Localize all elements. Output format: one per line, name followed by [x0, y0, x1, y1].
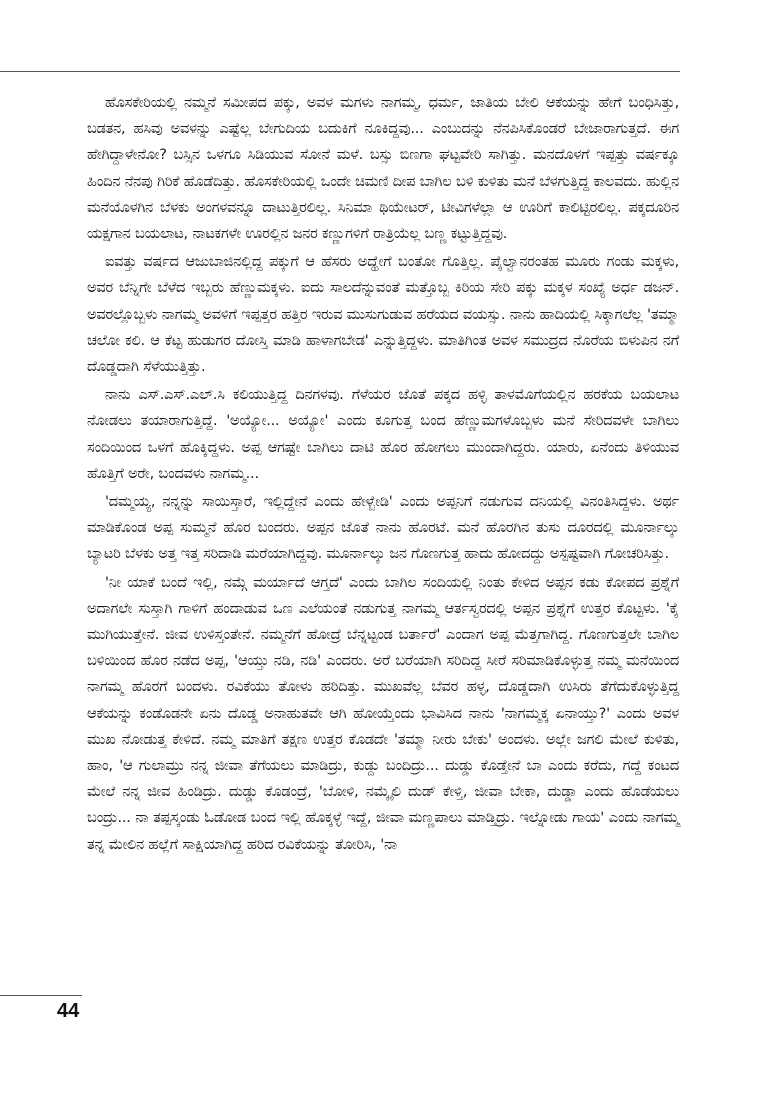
paragraph: 'ನೀ ಯಾಕೆ ಬಂದೆ ಇಲ್ಲಿ, ನಮ್ಗೆ ಮರ್ಯಾದೆ ಆಗ್ತದೆ' ಎಂದು ಬಾಗಿಲ ಸಂದಿಯಲ್ಲಿ ನಿಂತು ಕೇಳಿದ ಅಪ್ಪನ ಕಡು ಕೋಪದ ಪ್ರಶ್ನೆಗೆ ಅದಾಗಲೇ ಸುಸ್ತಾಗಿ ಗಾಳಿಗೆ ಹಂದಾಡುವ ಒಣ ಎಲೆಯಂತೆ ನಡುಗುತ್ತ ನಾಗಮ್ಮ ಆರ್ತಸ್ವರದಲ್ಲಿ ಅಪ್ಪನ ಪ್ರಶ್ನೆಗೆ ಉತ್ತರ ಕೊಟ್ಟಳು. 'ಕೈ ಮುಗಿಯುತ್ತೇನೆ. ಜೀವ ಉಳಿಸ್ತಂತೇನೆ. ನಮ್ಮನೆಗೆ ಹೋದ್ರೆ ಬೆನ್ನಟ್ಟಂಡ ಬರ್ತಾರೆ' ಎಂದಾಗ ಅಪ್ಪ ಮೆತ್ತಗಾಗಿದ್ದ. ಗೊಣಗುತ್ತಲೇ ಬಾಗಿಲ ಬಳಿಯಿಂದ ಹೊರ ನಡೆದ ಅಪ್ಪ, 'ಆಯ್ತು ನಡಿ, ನಡಿ' ಎಂದರು. ಅರೆ ಬರೆಯಾಗಿ ಸರಿದಿದ್ದ ಸೀರೆ ಸರಿಮಾಡಿಕೊಳ್ಳುತ್ತ ನಮ್ಮ ಮನೆಯಿಂದ ನಾಗಮ್ಮ ಹೊರಗೆ ಬಂದಳು. ರವಿಕೆಯು ತೋಳು ಹರಿದಿತ್ತು. ಮುಖವೆಲ್ಲ ಬೆವರ ಹಳ್ಳ, ದೊಡ್ಡದಾಗಿ ಉಸಿರು ತೆಗೆದುಕೊಳ್ಳುತ್ತಿದ್ದ ಆಕೆಯನ್ನು ಕಂಡೊಡನೇ ಏನು ದೊಡ್ಡ ಅನಾಹುತವೇ ಆಗಿ ಹೋಯ್ತೆಂದು ಭಾವಿಸಿದ ನಾನು 'ನಾಗಮ್ಮಕ್ಕ ಏನಾಯ್ತು?' ಎಂದು ಅವಳ ಮುಖ ನೋಡುತ್ತ ಕೇಳಿದೆ. ನಮ್ಮ ಮಾತಿಗೆ ತಕ್ಷಣ ಉತ್ತರ ಕೊಡದೇ 'ತಮ್ಮಾ ನೀರು ಬೇಕು' ಅಂದಳು. ಅಲ್ಲೇ ಜಗಲಿ ಮೇಲೆ ಕುಳಿತು, ಹಾಂ, 'ಆ ಗುಲಾಮ್ರು ನನ್ನ ಜೀವಾ ತೆಗೆಯಲು ಮಾಡಿದ್ರು, ಕುಡ್ದು ಬಂದಿದ್ರು... ದುಡ್ಡು ಕೊಡ್ತೇನೆ ಬಾ ಎಂದು ಕರೆದು, ಗದ್ದೆ ಕಂಟದ ಮೇಲೆ ನನ್ನ ಜೀವ ಹಿಂಡಿದ್ರು. ದುಡ್ಡು ಕೊಡಂದ್ರೆ, 'ಬೋಳಿ, ನಮ್ಕೈಲಿ ದುಡ್ ಕೇಳ್ತಿ, ಜೀವಾ ಬೇಕಾ, ದುಡ್ಡಾ ಎಂದು ಹೊಡೆಯಲು ಬಂದ್ರು... ನಾ ತಪ್ಪಸ್ಕಂಡು ಓಡೋಡ ಬಂದ ಇಲ್ಲಿ ಹೊಕ್ಕಳ್ಳೆ ಇದ್ದೆ, ಜೀವಾ ಮಣ್ಣಪಾಲು ಮಾಡ್ತಿದ್ರು. ಇಲ್ನೋಡು ಗಾಯ' ಎಂದು ನಾಗಮ್ಮ ತನ್ನ ಮೇಲಿನ ಹಲ್ಲೆಗೆ ಸಾಕ್ಷಿಯಾಗಿದ್ದ ಹರಿದ ರವಿಕೆಯನ್ನು ತೋರಿಸಿ, 'ನಾ: [87, 574, 679, 853]
footer-divider: [0, 995, 82, 996]
body-text: [87, 90, 679, 860]
paragraph: 'ದಮ್ಮಯ್ಯ, ನನ್ನನ್ನು ಸಾಯಿಸ್ತಾರೆ, ಇಲ್ಲಿದ್ದೇನೆ ಎಂದು ಹೇಳ್ಬೇಡಿ' ಎಂದು ಅಪ್ಪನಿಗೆ ನಡುಗುವ ದನಿಯಲ್ಲಿ ವಿನಂತಿಸಿದ್ದಳು. ಅರ್ಥ ಮಾಡಿಕೊಂಡ ಅಪ್ಪ ಸುಮ್ಮನೆ ಹೊರ ಬಂದರು. ಅಪ್ಪನ ಜೊತೆ ನಾನು ಹೊರಟೆ. ಮನೆ ಹೊರಗಿನ ತುಸು ದೂರದಲ್ಲಿ ಮೂರ್ನಾಲ್ಕು ಬ್ಯಾಟರಿ ಬೆಳಕು ಅತ್ತ ಇತ್ತ ಸರಿದಾಡಿ ಮರೆಯಾಗಿದ್ದವು. ಮೂರ್ನಾಲ್ಕು ಜನ ಗೊಣಗುತ್ತ ಹಾದು ಹೋದದ್ದು ಅಸ್ಪಷ್ಟವಾಗಿ ಗೋಚರಿಸಿತ್ತು.: [87, 494, 679, 563]
paragraph: ಹೊಸಕೇರಿಯಲ್ಲಿ ನಮ್ಮನೆ ಸಮೀಪದ ಪಕ್ಕು, ಅವಳ ಮಗಳು ನಾಗಮ್ಮ, ಧರ್ಮ, ಜಾತಿಯ ಬೇಲಿ ಆಕೆಯನ್ನು ಹೇಗೆ ಬಂಧಿಸಿತ್ತು, ಬಡತನ, ಹಸಿವು ಅವಳನ್ನು ಎಷ್ಟೆಲ್ಲ ಬೇಗುದಿಯ ಬದುಕಿಗೆ ನೂಕಿದ್ದವು... ಎಂಬುದನ್ನು ನೆನಪಿಸಿಕೊಂಡರೆ ಬೇಜಾರಾಗುತ್ತದೆ. ಈಗ ಹೇಗಿದ್ದಾಳೇನೋ? ಬಸ್ಸಿನ ಒಳಗೂ ಸಿಡಿಯುವ ಸೋನೆ ಮಳೆ. ಬಸ್ಸು ಬಿಣಗಾ ಘಟ್ಟವೇರಿ ಸಾಗಿತ್ತು. ಮನದೊಳಗೆ ಇಪ್ಪತ್ತು ವರ್ಷಕ್ಕೂ ಹಿಂದಿನ ನೆನಪು ಗಿರಿಕೆ ಹೊಡೆದಿತ್ತು. ಹೊಸಕೇರಿಯಲ್ಲಿ ಒಂದೇ ಚಿಮಣಿ ದೀಪ ಬಾಗಿಲ ಬಳಿ ಕುಳಿತು ಮನೆ ಬೆಳಗುತ್ತಿದ್ದ ಕಾಲವದು. ಹುಲ್ಲಿನ ಮನೆಯೊಳಗಿನ ಬೆಳಕು ಅಂಗಳವನ್ನೂ ದಾಟುತ್ತಿರಲಿಲ್ಲ. ಸಿನಿಮಾ ಥಿಯೇಟರ್, ಟೀವಿಗಳೆಲ್ಲಾ ಆ ಊರಿಗೆ ಕಾಲಿಟ್ಟಿರಲಿಲ್ಲ. ಪಕ್ಕದೂರಿನ ಯಕ್ಷಗಾನ ಬಯಲಾಟ, ನಾಟಕಗಳೇ ಊರಲ್ಲಿನ ಜನರ ಕಣ್ಣುಗಳಿಗೆ ರಾತ್ರಿಯೆಲ್ಲ ಬಣ್ಣ ಕಟ್ಟುತ್ತಿದ್ದವು.: [87, 95, 679, 243]
paragraph: ಐವತ್ತು ವರ್ಷದ ಆಜುಬಾಜಿನಲ್ಲಿದ್ದ ಪಕ್ಕುಗೆ ಆ ಹೆಸರು ಅದ್ಹೇಗೆ ಬಂತೋ ಗೊತ್ತಿಲ್ಲ. ಪೈಲ್ವಾನರಂತಹ ಮೂರು ಗಂಡು ಮಕ್ಕಳು, ಅವರ ಬೆನ್ನಿಗೇ ಬೆಳೆದ ಇಬ್ಬರು ಹೆಣ್ಣುಮಕ್ಕಳು. ಐದು ಸಾಲದೆನ್ನುವಂತೆ ಮತ್ತೊಬ್ಬ ಕಿರಿಯ ಸೇರಿ ಪಕ್ಕು ಮಕ್ಕಳ ಸಂಖ್ಯೆ ಅರ್ಧ ಡಜನ್. ಅವರಲ್ಲೊಬ್ಬಳು ನಾಗಮ್ಮ ಅವಳಿಗೆ ಇಪ್ಪತ್ತರ ಹತ್ತಿರ ಇರುವ ಮುಸುಗುಡುವ ಹರೆಯದ ವಯಸ್ಸು. ನಾನು ಹಾದಿಯಲ್ಲಿ ಸಿಕ್ಕಾಗಲೆಲ್ಲ 'ತಮ್ಮಾ ಚಲೋ ಕಲಿ. ಆ ಕೆಟ್ಟ ಹುಡುಗರ ದೋಸ್ತಿ ಮಾಡಿ ಹಾಳಾಗಬೇಡ' ಎನ್ನುತ್ತಿದ್ದಳು. ಮಾತಿಗಿಂತ ಅವಳ ಸಮುದ್ರದ ನೊರೆಯ ಬಿಳುಪಿನ ನಗೆ ದೊಡ್ಡದಾಗಿ ಸೆಳೆಯುತ್ತಿತ್ತು.: [87, 254, 679, 376]
top-divider: [0, 71, 680, 72]
page-number: 44: [57, 1000, 80, 1022]
paragraph: ನಾನು ಎಸ್.ಎಸ್.ಎಲ್.ಸಿ ಕಲಿಯುತ್ತಿದ್ದ ದಿನಗಳವು. ಗೆಳೆಯರ ಜೊತೆ ಪಕ್ಕದ ಹಳ್ಳಿ ತಾಳಮೊಗೆಯಲ್ಲಿನ ಹರಕೆಯ ಬಯಲಾಟ ನೋಡಲು ತಯಾರಾಗುತ್ತಿದ್ದೆ. 'ಅಯ್ಯೋ... ಅಯ್ಯೋ' ಎಂದು ಕೂಗುತ್ತ ಬಂದ ಹೆಣ್ಣುಮಗಳೊಬ್ಬಳು ಮನೆ ಸೇರಿದವಳೇ ಬಾಗಿಲು ಸಂದಿಯಿಂದ ಒಳಗೆ ಹೊಕ್ಕಿದ್ದಳು. ಅಪ್ಪ ಆಗಷ್ಟೇ ಬಾಗಿಲು ದಾಟಿ ಹೊರ ಹೋಗಲು ಮುಂದಾಗಿದ್ದರು. ಯಾರು, ಏನೆಂದು ತಿಳಿಯುವ ಹೊತ್ತಿಗೆ ಅರೇ, ಬಂದವಳು ನಾಗಮ್ಮ...: [87, 387, 679, 482]
